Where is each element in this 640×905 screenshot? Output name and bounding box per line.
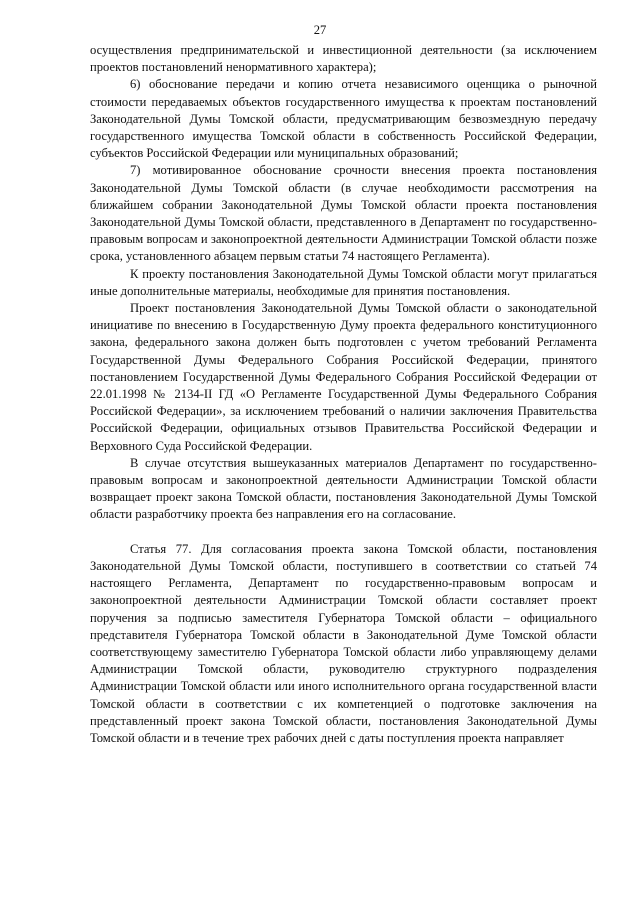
section-spacer bbox=[90, 524, 597, 541]
list-item-7: 7) мотивированное обоснование срочности внесения проекта постановления Законодательной Думы Томской области (в случае необходимости рассмотрения на ближайшем собрании Законодательной Думы Томской области проекта постановления Законодательной Думы Томской области, представленного в Департамент по государственно-правовым вопросам и законопроектной деятельности Администрации Томской области позже срока, установленного абзацем первым статьи 74 настоящего Регламента). bbox=[90, 163, 597, 264]
paragraph-additional-materials: К проекту постановления Законодательной Думы Томской области могут прилагаться иные дополнительные материалы, необходимые для принятия постановления. bbox=[90, 266, 597, 298]
paragraph-federal-initiative: Проект постановления Законодательной Думы Томской области о законодательной инициативе по внесению в Государственную Думу проекта федерального конституционного закона, федерального закона должен быть подготовлен с учетом требований Регламента Государственной Думы Федерального Собрания Российской Федерации, принятого постановлением Государственной Думы Федерального Собрания Российской Федерации от 22.01.1998 № 2134-II ГД «О Регламенте Государственной Думы Федерального Собрания Российской Федерации», за исключением требований о наличии заключения Правительства Российской Федерации, официальных отзывов Правительства Российской Федерации и Верховного Суда Российской Федерации. bbox=[90, 301, 597, 453]
paragraph-continuation: осуществления предпринимательской и инвестиционной деятельности (за исключением проектов постановлений ненормативного характера); bbox=[90, 43, 597, 75]
document-body bbox=[90, 42, 597, 747]
article-77-paragraph: Статья 77. Для согласования проекта закона Томской области, постановления Законодательной Думы Томской области, поступившего в соответствии со статьей 74 настоящего Регламента, Департамент по государственно-правовым вопросам и законопроектной деятельности Администрации Томской области составляет проект поручения за подписью заместителя Губернатора Томской области – официального представителя Губернатора Томской области в Законодательной Думе Томской области соответствующему заместителю Губернатора Томской области либо управляющему делами Администрации Томской области, руководителю структурного подразделения Администрации Томской области или иного исполнительного органа государственной власти Томской области в соответствии с их компетенцией о подготовке заключения на представленный проект закона Томской области, постановления Законодательной Думы Томской области и в течение трех рабочих дней с даты поступления проекта направляет bbox=[90, 541, 597, 745]
page-number: 27 bbox=[313, 23, 327, 37]
list-item-6: 6) обоснование передачи и копию отчета независимого оценщика о рыночной стоимости передаваемых объектов государственного имущества к проектам постановлений Законодательной Думы Томской области, предусматривающим безвозмездную передачу государственного имущества Томской области в собственность Российской Федерации, субъектов Российской Федерации или муниципальных образований; bbox=[90, 77, 597, 161]
paragraph-return-project: В случае отсутствия вышеуказанных материалов Департамент по государственно-правовым вопросам и законопроектной деятельности Администрации Томской области возвращает проект закона Томской области, постановления Законодательной Думы Томской области разработчику проекта без направления его на согласование. bbox=[90, 455, 597, 522]
